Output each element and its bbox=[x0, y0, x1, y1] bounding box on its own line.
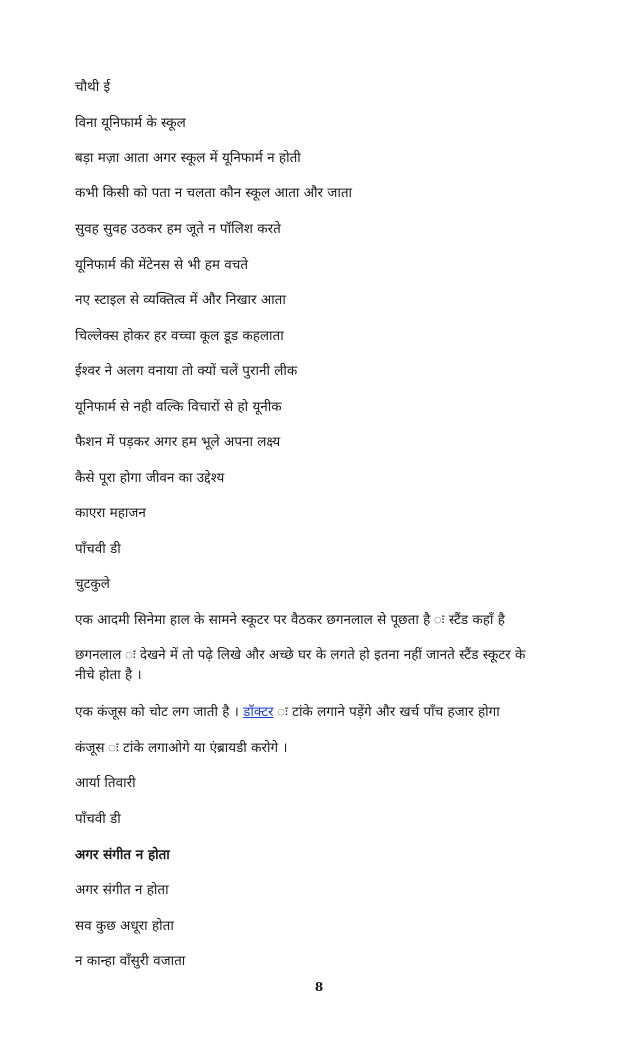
joke-text: एक कंजूस को चोट लग जाती है । bbox=[75, 704, 239, 720]
joke-line bbox=[75, 703, 500, 721]
poem-line: सव कुछ अधूरा होता bbox=[75, 918, 174, 934]
author-class: पाँचवी डी bbox=[75, 541, 121, 557]
poem-line: न कान्हा वाँसुरी वजाता bbox=[75, 953, 186, 969]
poem-line: ईश्वर ने अलग वनाया तो क्यों चलें पुरानी लीक bbox=[75, 363, 298, 379]
section-heading: चुटकुले bbox=[75, 576, 110, 592]
joke-line: कंजूस ः टांके लगाओगे या एंब्रायडी करोगे । bbox=[75, 740, 288, 756]
doctor-link[interactable]: डॉक्टर bbox=[243, 704, 274, 720]
poem-line: नए स्टाइल से व्यक्तित्व में और निखार आता bbox=[75, 292, 286, 308]
poem-line: बड़ा मज़ा आता अगर स्कूल में यूनिफार्म न होती bbox=[75, 150, 301, 166]
poem-line: चिल्लेक्स होकर हर वच्चा कूल डूड कहलाता bbox=[75, 328, 284, 344]
poem-line: सुवह सुवह उठकर हम जूते न पॉलिश करते bbox=[75, 221, 281, 237]
poem-line: यूनिफार्म की मेंटेनस से भी हम वचते bbox=[75, 257, 249, 273]
class-label: चौथी ई bbox=[75, 79, 111, 95]
poem-title: विना यूनिफार्म के स्कूल bbox=[75, 115, 186, 131]
poem-line: कभी किसी को पता न चलता कौन स्कूल आता और जाता bbox=[75, 185, 353, 201]
author-name: काएरा महाजन bbox=[75, 505, 146, 521]
author-name: आर्या तिवारी bbox=[75, 775, 136, 791]
author-class: पाँचवी डी bbox=[75, 811, 121, 827]
poem-line: फैशन में पड़कर अगर हम भूले अपना लक्ष्य bbox=[75, 434, 281, 450]
poem-line: अगर संगीत न होता bbox=[75, 882, 169, 898]
poem-title: अगर संगीत न होता bbox=[75, 847, 170, 863]
joke-line: छगनलाल ः देखने में तो पढ़े लिखे और अच्छे घर के लगते हो इतना नहीं जानते स्टैंड स्कूटर के नीचे होता है । bbox=[75, 647, 526, 683]
poem-line: कैसे पूरा होगा जीवन का उद्देश्य bbox=[75, 470, 225, 486]
poem-line: यूनिफार्म से नही वल्कि विचारों से हो यूनीक bbox=[75, 399, 282, 415]
joke-line: एक आदमी सिनेमा हाल के सामने स्कूटर पर वैठकर छगनलाल से पूछता है ः स्टैंड कहाँ है bbox=[75, 612, 505, 628]
joke-text: ः टांके लगाने पड़ेंगे और खर्च पाँच हजार होगा bbox=[287, 704, 500, 720]
page-number: 8 bbox=[314, 980, 324, 994]
